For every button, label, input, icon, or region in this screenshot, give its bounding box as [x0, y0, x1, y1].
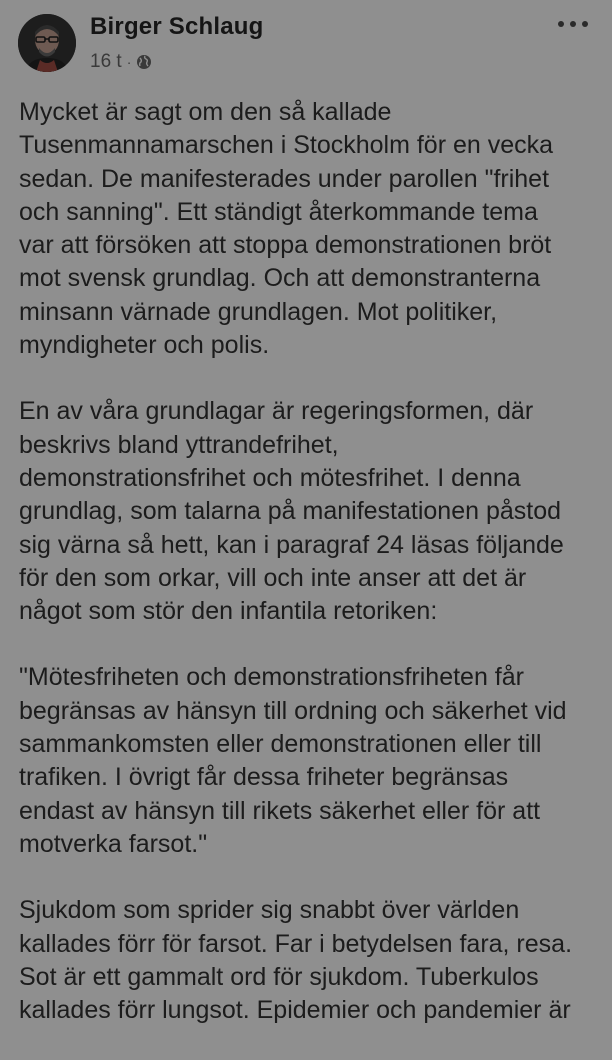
- post-header: [0, 0, 612, 90]
- more-options-icon: [582, 21, 588, 27]
- globe-icon: [136, 54, 152, 70]
- more-options-icon: [570, 21, 576, 27]
- avatar[interactable]: [18, 14, 76, 72]
- meta-separator: ·: [126, 54, 132, 70]
- author-name[interactable]: Birger Schlaug: [90, 13, 264, 40]
- more-options-button[interactable]: [558, 12, 588, 36]
- post-paragraph: Sjukdom som sprider sig snabbt över världen kallades förr för farsot. Far i betydelsen fara, resa. Sot är ett gammalt ord för sjukdom. Tuberkulos kallades förr lungsot. Epidemier och pandemier är: [19, 896, 573, 1025]
- more-options-icon: [558, 21, 564, 27]
- post-paragraph: "Mötesfriheten och demonstrationsfriheten får begränsas av hänsyn till ordning och säkerhet vid sammankomsten eller demonstrationen eller till trafiken. I övrigt får dessa friheter begränsas endast av hänsyn till rikets säkerhet eller för att motverka farsot.": [19, 663, 567, 858]
- post-time[interactable]: 16 t: [90, 51, 122, 72]
- profile-photo-icon: [18, 14, 76, 72]
- post-meta: [90, 50, 152, 74]
- post-paragraph: En av våra grundlagar är regeringsformen, där beskrivs bland yttrandefrihet, demonstrationsfrihet och mötesfrihet. I denna grundlag, som talarna på manifestationen påstod sig värna så hett, kan i paragraf 24 läsas följande för den som orkar, vill och inte anser att det är något som stör den infantila retoriken:: [19, 397, 564, 626]
- post-body: [19, 96, 604, 1060]
- post-paragraph: Mycket är sagt om den så kallade Tusenmannamarschen i Stockholm för en vecka sedan. De manifesterades under parollen "frihet och sanning". Ett ständigt återkommande tema var att försöken att stoppa demonstrationen bröt mot svensk grundlag. Och att demonstranterna minsann värnade grundlagen. Mot politiker, myndigheter och polis.: [19, 98, 554, 360]
